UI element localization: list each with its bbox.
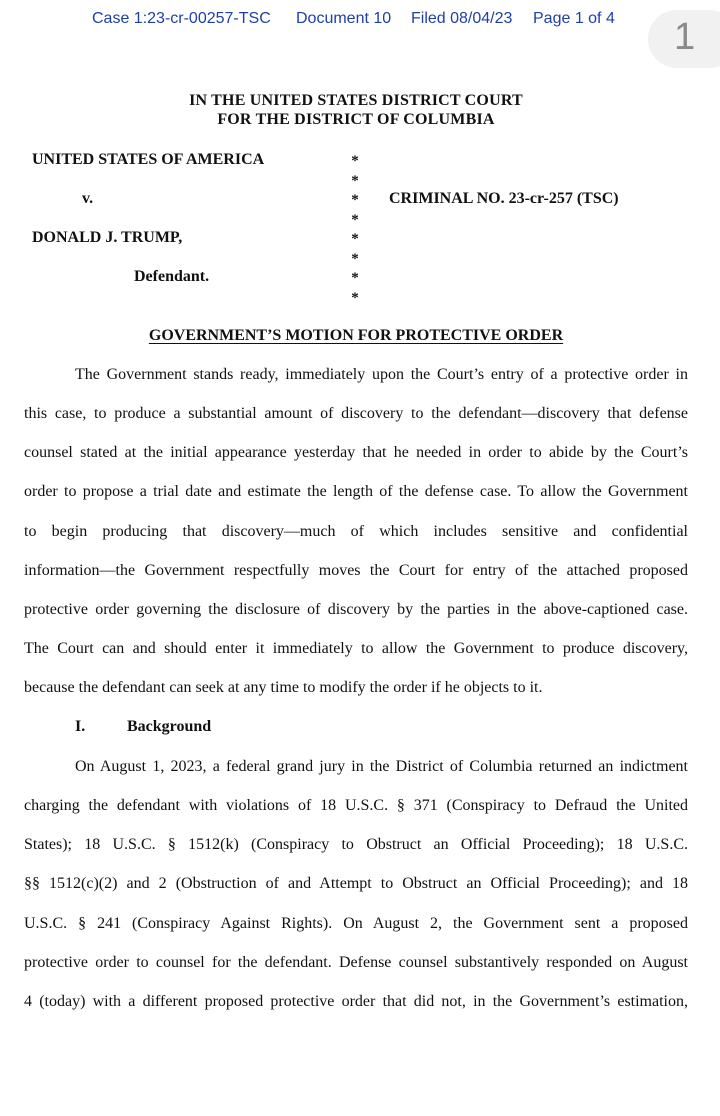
caption-defendant-role: Defendant. (134, 268, 210, 285)
caption-star-divider (349, 152, 361, 308)
caption-star: * (351, 172, 359, 189)
paragraph-line: charging the defendant with violations of 18 U.S.C. § 371 (Conspiracy to Defraud the United (24, 797, 688, 815)
motion-title: GOVERNMENT’S MOTION FOR PROTECTIVE ORDER (148, 327, 564, 344)
paragraph-line: protective order to counsel for the defendant. Defense counsel substantively responded on August (24, 953, 688, 971)
caption-versus: v. (82, 190, 94, 207)
page-count-stamp: Page 1 of 4 (533, 10, 615, 27)
paragraph-line: information—the Government respectfully moves the Court for entry of the attached proposed (24, 561, 688, 579)
ecf-filing-header (0, 10, 720, 32)
caption-defendant: DONALD J. TRUMP, (32, 229, 183, 246)
paragraph-background (24, 757, 688, 1031)
caption-star: * (351, 250, 359, 267)
paragraph-line: States); 18 U.S.C. § 1512(k) (Conspiracy to Obstruct an Official Proceeding); 18 U.S.C. (24, 836, 688, 854)
paragraph-line: On August 1, 2023, a federal grand jury in the District of Columbia returned an indictment (75, 758, 688, 775)
caption-star: * (351, 270, 359, 286)
page-number-badge (648, 10, 720, 68)
court-name-line-1: IN THE UNITED STATES DISTRICT COURT (189, 92, 523, 109)
paragraph-line: §§ 1512(c)(2) and 2 (Obstruction of and Attempt to Obstruct an Official Proceeding); and 18 (24, 875, 688, 893)
caption-star: * (351, 231, 359, 247)
paragraph-line: because the defendant can seek at any time to modify the order if he objects to it. (24, 679, 543, 697)
document-number-stamp: Document 10 (296, 10, 392, 27)
caption-plaintiff: UNITED STATES OF AMERICA (32, 151, 265, 168)
caption-star: * (351, 211, 359, 228)
section-number: I. (75, 718, 86, 735)
section-title: Background (127, 718, 212, 735)
paragraph-line: U.S.C. § 241 (Conspiracy Against Rights). On August 2, the Government sent a proposed (24, 914, 688, 932)
paragraph-line: order to propose a trial date and estimate the length of the defense case. To allow the Government (24, 483, 688, 501)
paragraph-line: The Government stands ready, immediately upon the Court’s entry of a protective order in (75, 366, 688, 383)
section-heading (75, 718, 211, 736)
paragraph-line: 4 (today) with a different proposed protective order that did not, in the Government’s estimation, (24, 992, 688, 1010)
paragraph-intro (24, 365, 688, 717)
caption-case-number: CRIMINAL NO. 23-cr-257 (TSC) (389, 190, 619, 207)
paragraph-line: protective order governing the disclosure of discovery by the parties in the above-captioned case. (24, 600, 688, 618)
filed-date-stamp: Filed 08/04/23 (411, 10, 513, 27)
page-number-label: 1 (674, 16, 696, 58)
paragraph-line: this case, to produce a substantial amount of discovery to the defendant—discovery that defense (24, 405, 688, 423)
caption-star: * (351, 192, 359, 208)
paragraph-line: to begin producing that discovery—much of which includes sensitive and confidential (24, 522, 688, 540)
caption-star: * (351, 153, 359, 169)
paragraph-line: counsel stated at the initial appearance yesterday that he needed in order to abide by the Court’s (24, 444, 688, 462)
caption-star: * (351, 289, 359, 306)
paragraph-line: The Court can and should enter it immediately to allow the Government to produce discovery, (24, 639, 688, 657)
court-name-line-2: FOR THE DISTRICT OF COLUMBIA (217, 111, 495, 128)
case-number-stamp: Case 1:23-cr-00257-TSC (92, 10, 271, 27)
